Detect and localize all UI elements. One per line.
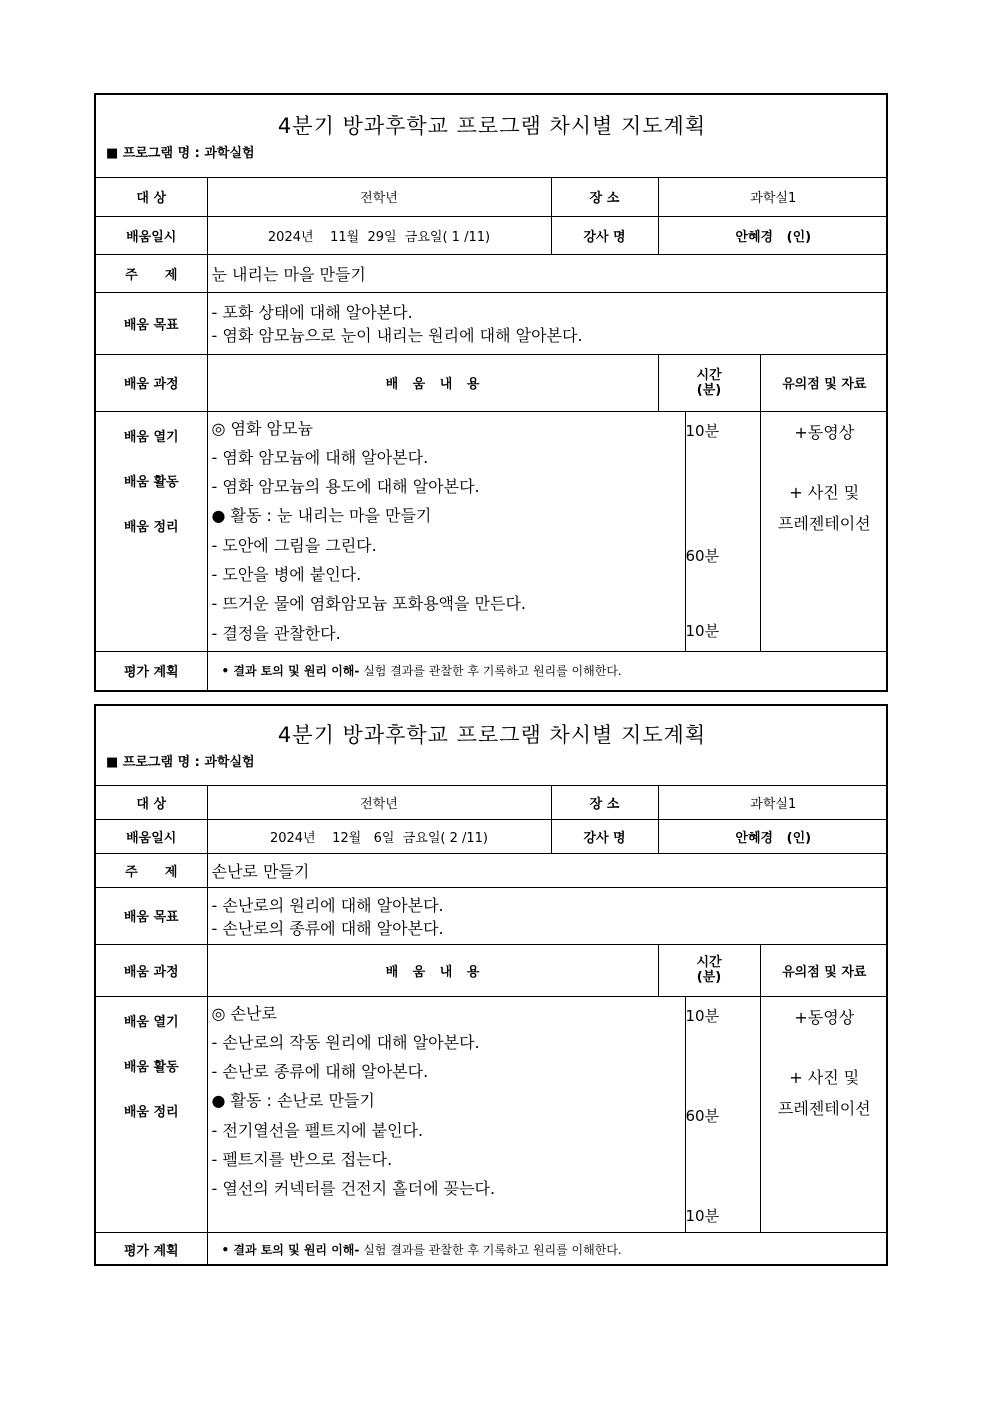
content-item: - 손난로의 작동 원리에 대해 알아본다.: [211, 1032, 480, 1052]
goal-item: - 손난로의 종류에 대해 알아본다.: [211, 918, 444, 938]
header-cell: [96, 706, 888, 785]
content-item: - 염화 암모늄의 용도에 대해 알아본다.: [211, 477, 480, 497]
material-list: [760, 411, 888, 651]
eval-criteria: • 결과 토의 및 원리 이해-: [221, 1242, 360, 1257]
program-name: ■ 프로그램 명 : 과학실험: [106, 755, 255, 771]
time-item: 60분: [685, 546, 720, 565]
content-item: - 도안에 그림을 그린다.: [211, 535, 377, 555]
process-label: 배움 과정: [96, 354, 207, 411]
place-value: 과학실1: [658, 785, 888, 819]
program-name: ■ 프로그램 명 : 과학실험: [106, 145, 255, 161]
teacher-label: 강사 명: [551, 819, 658, 853]
goal-label: 배움 목표: [96, 887, 207, 944]
material-label: 유의점 및 자료: [760, 944, 888, 996]
time-label: 시간 (분): [658, 354, 760, 411]
date-label: 배움일시: [96, 819, 207, 853]
content-item: - 손난로 종류에 대해 알아본다.: [211, 1062, 429, 1082]
teacher-value: 안혜경 (인): [658, 819, 888, 853]
content-label: 배 움 내 용: [207, 354, 658, 411]
material-item: 프레젠테이션: [777, 1098, 871, 1118]
topic-label: 주 제: [96, 853, 207, 887]
content-item: - 도안을 병에 붙인다.: [211, 564, 362, 584]
content-item: ◎ 손난로: [211, 1003, 277, 1023]
header-cell: [96, 95, 888, 177]
goal-list: [207, 292, 888, 354]
time-item: 10분: [685, 621, 720, 640]
date-value: 2024년 12월 6일 금요일( 2 /11): [207, 819, 551, 853]
eval-description: 실험 결과를 관찰한 후 기록하고 원리를 이해한다.: [359, 664, 622, 679]
goal-item: - 손난로의 원리에 대해 알아본다.: [211, 895, 444, 915]
material-item: +동영상: [794, 422, 855, 442]
stage-item: 배움 활동: [123, 1059, 179, 1075]
material-item: + 사진 및: [789, 482, 860, 502]
place-label: 장 소: [551, 785, 658, 819]
content-item: - 펠트지를 반으로 접는다.: [211, 1149, 393, 1169]
target-label: 대 상: [96, 785, 207, 819]
eval-plan: [207, 1232, 888, 1266]
date-label: 배움일시: [96, 216, 207, 254]
content-item: - 전기열선을 펠트지에 붙인다.: [211, 1120, 424, 1140]
stage-item: 배움 정리: [123, 519, 179, 535]
time-list: [685, 411, 760, 651]
place-label: 장 소: [551, 177, 658, 216]
content-label: 배 움 내 용: [207, 944, 658, 996]
stage-item: 배움 정리: [123, 1104, 179, 1120]
material-item: 프레젠테이션: [777, 513, 871, 533]
eval-plan: [207, 651, 888, 690]
teacher-label: 강사 명: [551, 216, 658, 254]
topic-value: 손난로 만들기: [207, 853, 888, 887]
content-list: [207, 996, 685, 1232]
goal-item: - 염화 암모늄으로 눈이 내리는 원리에 대해 알아본다.: [211, 326, 583, 345]
target-value: 전학년: [207, 177, 551, 216]
stage-list: [96, 411, 207, 651]
eval-label: 평가 계획: [96, 651, 207, 690]
topic-value: 눈 내리는 마을 만들기: [207, 254, 888, 292]
stage-item: 배움 열기: [123, 1014, 179, 1030]
place-value: 과학실1: [658, 177, 888, 216]
material-item: +동영상: [794, 1007, 855, 1027]
stage-item: 배움 열기: [123, 429, 179, 445]
plan-table: [96, 95, 888, 690]
page-title: 4분기 방과후학교 프로그램 차시별 지도계획: [277, 113, 707, 138]
time-label: 시간 (분): [658, 944, 760, 996]
page-title: 4분기 방과후학교 프로그램 차시별 지도계획: [277, 723, 707, 748]
goal-list: [207, 887, 888, 944]
lesson-plan-2: [94, 704, 888, 1266]
lesson-plan-1: [94, 93, 888, 692]
target-label: 대 상: [96, 177, 207, 216]
time-list: [685, 996, 760, 1232]
plan-table: [96, 706, 888, 1266]
material-item: + 사진 및: [789, 1067, 860, 1087]
content-item: - 열선의 커넥터를 건전지 홀더에 꽂는다.: [211, 1179, 496, 1199]
time-item: 60분: [685, 1106, 720, 1125]
time-item: 10분: [685, 1006, 720, 1025]
time-item: 10분: [685, 1206, 720, 1225]
target-value: 전학년: [207, 785, 551, 819]
content-list: [207, 411, 685, 651]
eval-description: 실험 결과를 관찰한 후 기록하고 원리를 이해한다.: [359, 1242, 622, 1257]
date-value: 2024년 11월 29일 금요일( 1 /11): [207, 216, 551, 254]
stage-item: 배움 활동: [123, 474, 179, 490]
content-item: ● 활동 : 눈 내리는 마을 만들기: [211, 506, 432, 526]
material-list: [760, 996, 888, 1232]
material-label: 유의점 및 자료: [760, 354, 888, 411]
teacher-value: 안혜경 (인): [658, 216, 888, 254]
eval-criteria: • 결과 토의 및 원리 이해-: [221, 664, 360, 679]
content-item: - 결정을 관찰한다.: [211, 623, 341, 643]
process-label: 배움 과정: [96, 944, 207, 996]
eval-label: 평가 계획: [96, 1232, 207, 1266]
goal-label: 배움 목표: [96, 292, 207, 354]
goal-item: - 포화 상태에 대해 알아본다.: [211, 303, 413, 322]
time-item: 10분: [685, 421, 720, 440]
stage-list: [96, 996, 207, 1232]
content-item: ◎ 염화 암모늄: [211, 418, 313, 438]
content-item: - 뜨거운 물에 염화암모늄 포화용액을 만든다.: [211, 594, 526, 614]
content-item: - 염화 암모늄에 대해 알아본다.: [211, 447, 429, 467]
topic-label: 주 제: [96, 254, 207, 292]
content-item: ● 활동 : 손난로 만들기: [211, 1091, 375, 1111]
